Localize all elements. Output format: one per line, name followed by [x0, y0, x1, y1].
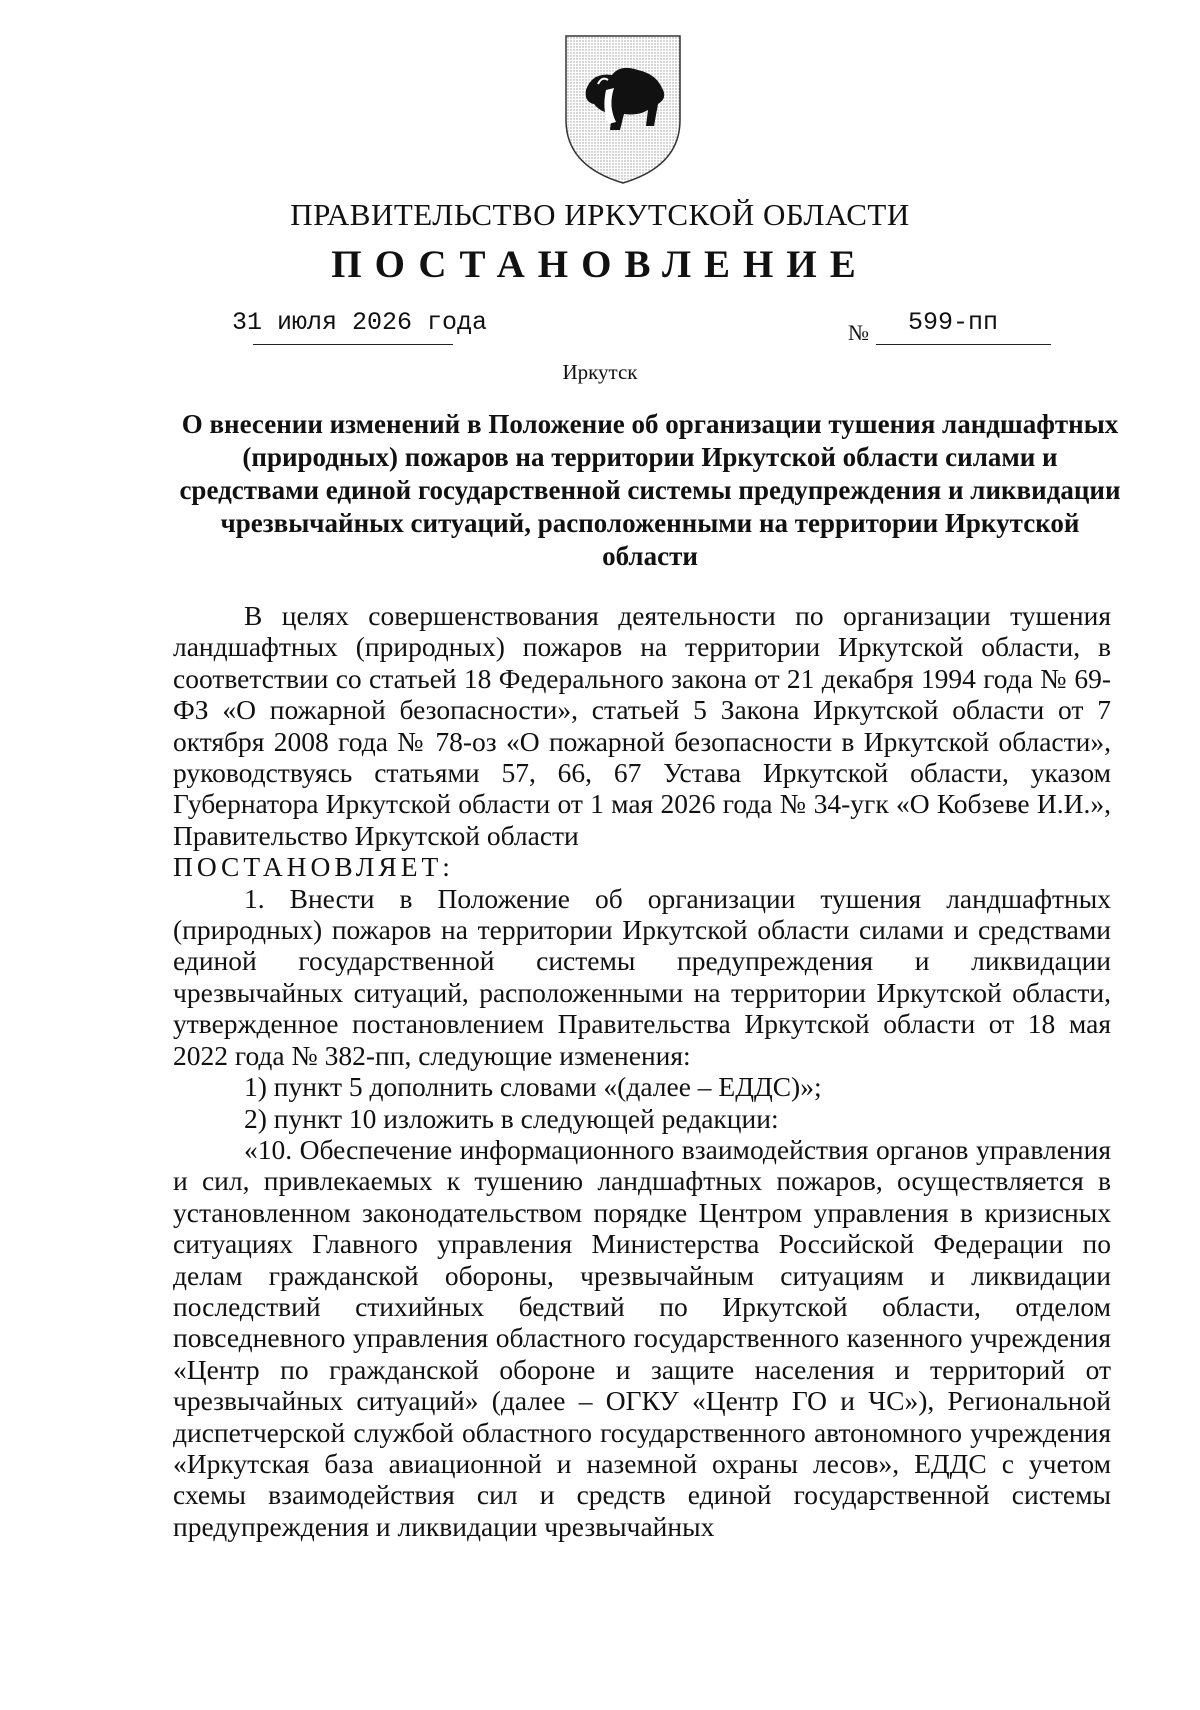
subitem-2-paragraph: 2) пункт 10 изложить в следующей редакции: — [244, 1102, 779, 1134]
number-sign: № — [848, 320, 869, 345]
document-date: 31 июля 2026 года — [232, 308, 488, 337]
document-number: 599-пп — [908, 308, 999, 337]
preamble-paragraph: В целях совершенствования деятельности по организации тушения ландшафтных (природных) пожаров на территории Иркутской области, в соответствии со статьей 18 Федерального закона от 21 декабря 1994 года № 69-ФЗ «О пожарной безопасности», статьей 5 Закона Иркутской области от 7 октября 2008 года № 78-оз «О пожарной безопасности в Иркутской области», руководствуясь статьями 57, 66, 67 Устава Иркутской области, указом Губернатора Иркутской области от 1 мая 2026 года № 34-угк «О Кобзеве И.И.», Правительство Иркутской области — [173, 600, 1111, 851]
item-1-paragraph: 1. Внести в Положение об организации тушения ландшафтных (природных) пожаров на территории Иркутской области силами и средствами единой государственной системы предупреждения и ликвидации чрезвычайных ситуаций, расположенными на территории Иркутской области, утвержденное постановлением Правительства Иркутской области от 18 мая 2022 года № 382-пп, следующие изменения: — [173, 882, 1111, 1071]
government-name: ПРАВИТЕЛЬСТВО ИРКУТСКОЙ ОБЛАСТИ — [290, 197, 910, 232]
decree-word: ПОСТАНОВЛЯЕТ: — [173, 851, 454, 883]
date-underline — [253, 344, 453, 345]
document-title: О внесении изменений в Положение об организации тушения ландшафтных (природных) пожаров на территории Иркутской области силами и средствами единой государственной системы предупреждения и ликвидации чрезвычайных ситуаций, расположенными на территории Иркутской области — [179, 409, 1121, 571]
city: Иркутск — [562, 360, 638, 384]
document-type: ПОСТАНОВЛЕНИЕ — [331, 243, 869, 286]
quoted-point-10-paragraph: «10. Обеспечение информационного взаимодействия органов управления и сил, привлекаемых к тушению ландшафтных пожаров, осуществляется в установленном законодательством порядке Центром управления в кризисных ситуациях Главного управления Министерства Российской Федерации по делам гражданской обороны, чрезвычайным ситуациям и ликвидации последствий стихийных бедствий по Иркутской области, отделом повседневного управления областного государственного казенного учреждения «Центр по гражданской обороне и защите населения и территорий от чрезвычайных ситуаций» (далее – ОГКУ «Центр ГО и ЧС»), Региональной диспетчерской службой областного государственного автономного учреждения «Иркутская база авиационной и наземной охраны лесов», ЕДДС с учетом схемы взаимодействия сил и средств единой государственной системы предупреждения и ликвидации чрезвычайных — [173, 1133, 1111, 1542]
coat-of-arms-icon — [558, 28, 688, 188]
subitem-1-paragraph: 1) пункт 5 дополнить словами «(далее – ЕДДС)»; — [244, 1071, 822, 1103]
document-body — [173, 600, 1111, 1542]
number-underline — [876, 344, 1051, 345]
